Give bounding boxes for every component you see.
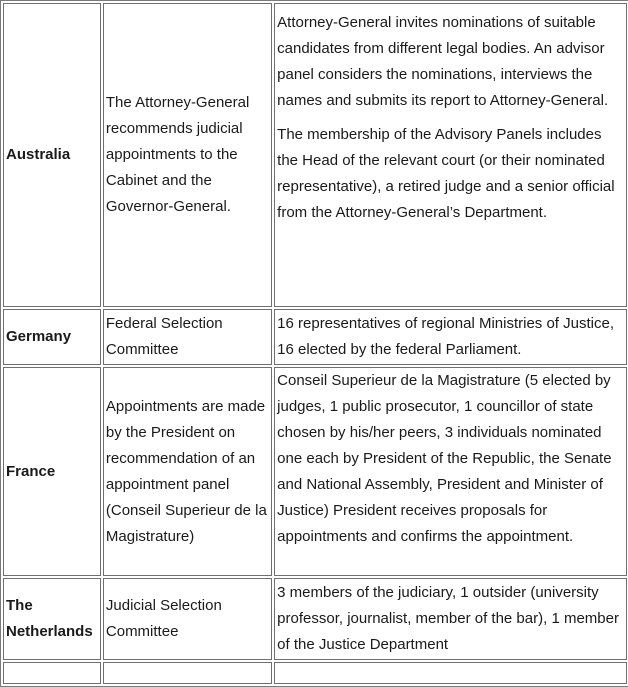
empty-cell [103, 662, 272, 684]
table-row-germany [3, 309, 627, 365]
panel-composition-cell [274, 3, 627, 307]
panel-composition-cell [274, 578, 627, 660]
table-row-australia [3, 3, 627, 307]
appointment-method-cell: Judicial Selection Committee [103, 578, 272, 660]
panel-composition-cell [274, 367, 627, 576]
empty-cell [3, 662, 101, 684]
country-cell: Germany [3, 309, 101, 365]
country-cell: France [3, 367, 101, 576]
country-cell: The Netherlands [3, 578, 101, 660]
empty-cell [274, 662, 627, 684]
appointment-method-cell: The Attorney-General recommends judicial appointments to the Cabinet and the Governor-General. [103, 3, 272, 307]
composition-paragraph: 16 representatives of regional Ministries of Justice, 16 elected by the federal Parliament. [277, 315, 614, 358]
panel-composition-cell [274, 309, 627, 365]
table-row-partial [3, 662, 627, 684]
table-row-france [3, 367, 627, 576]
table-row-netherlands [3, 578, 627, 660]
appointment-method-cell: Appointments are made by the President on recommendation of an appointment panel (Conseil Superieur de la Magistrature) [103, 367, 272, 576]
composition-paragraph: The membership of the Advisory Panels includes the Head of the relevant court (or their nominated representative), a retired judge and a senior official from the Attorney-General’s Department. [277, 126, 615, 221]
appointment-method-cell: Federal Selection Committee [103, 309, 272, 365]
composition-paragraph: Conseil Superieur de la Magistrature (5 elected by judges, 1 public prosecutor, 1 councillor of state chosen by his/her peers, 3 individuals nominated one each by President of the Republic, the Senate and National Assembly, President and Minister of Justice) President receives proposals for appointments and confirms the appointment. [277, 372, 612, 545]
country-cell: Australia [3, 3, 101, 307]
composition-paragraph: Attorney-General invites nominations of suitable candidates from different legal bodies. An advisor panel considers the nominations, interviews the names and submits its report to Attorney-General. [277, 14, 609, 109]
composition-paragraph: 3 members of the judiciary, 1 outsider (university professor, journalist, member of the bar), 1 member of the Justice Department [277, 584, 619, 653]
